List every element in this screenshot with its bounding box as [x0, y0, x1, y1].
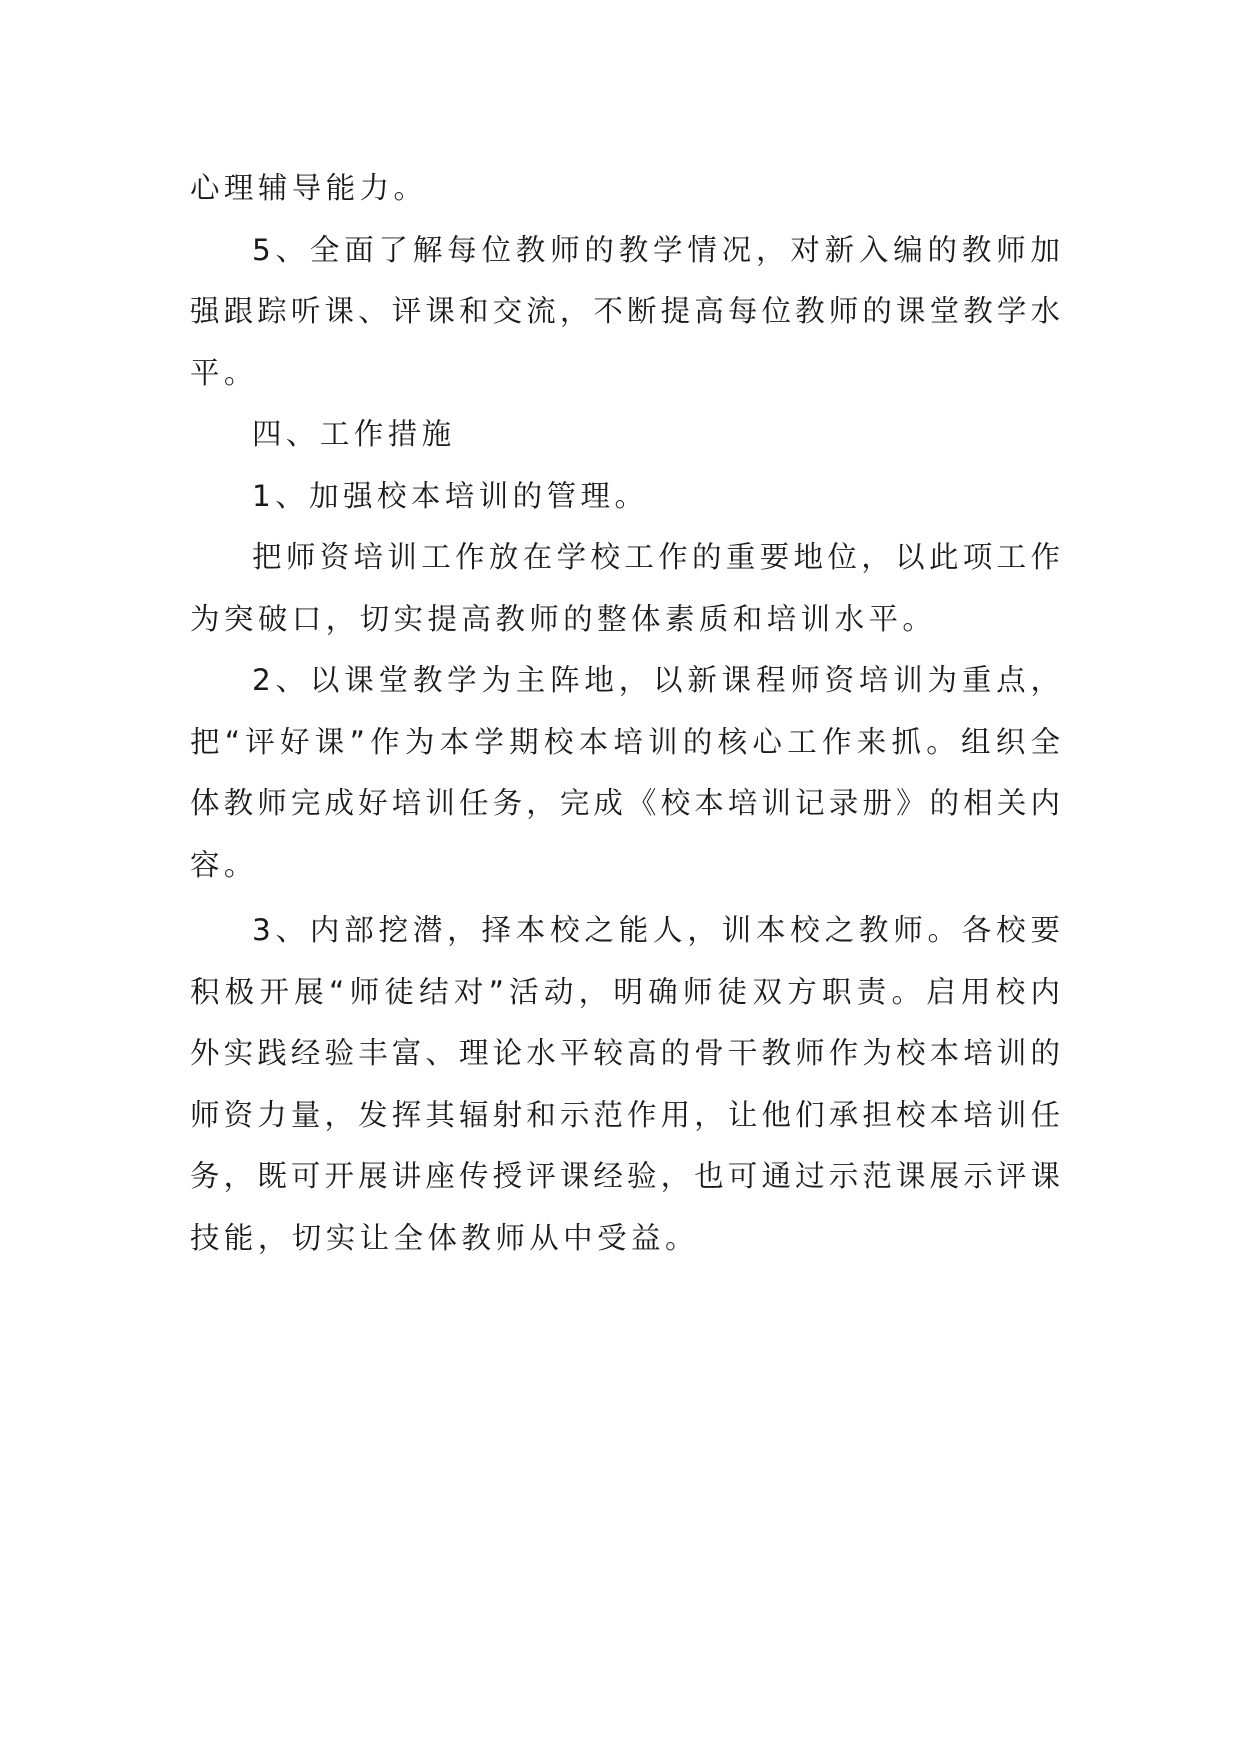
- paragraph-line: 把师资培训工作放在学校工作的重要地位，以此项工作: [252, 540, 1060, 574]
- paragraph-line: 心理辅导能力。: [190, 171, 428, 205]
- subheading-1: [190, 466, 1060, 528]
- paragraph-line: 3、内部挖潜，择本校之能人，训本校之教师。各校要: [252, 913, 1060, 947]
- document-body: [190, 158, 1060, 1269]
- paragraph-line: 外实践经验丰富、理论水平较高的骨干教师作为校本培训的: [190, 1036, 1060, 1070]
- paragraph-item-5: [190, 220, 1060, 405]
- paragraph-line: 1、加强校本培训的管理。: [252, 478, 649, 513]
- section-heading: [190, 404, 1060, 466]
- paragraph-item-3: [190, 900, 1060, 1269]
- paragraph-item-2: [190, 650, 1060, 896]
- paragraph-line: 体教师完成好培训任务，完成《校本培训记录册》的相关内: [190, 786, 1060, 820]
- paragraph-line: 积极开展“师徒结对”活动，明确师徒双方职责。启用校内: [190, 974, 1060, 1009]
- paragraph-training-priority: [190, 527, 1060, 650]
- paragraph-line: 5、全面了解每位教师的教学情况，对新入编的教师加: [252, 232, 1060, 267]
- paragraph-line: 强跟踪听课、评课和交流，不断提高每位教师的课堂教学水: [190, 294, 1060, 328]
- paragraph-line: 技能，切实让全体教师从中受益。: [190, 1220, 699, 1255]
- paragraph-line: 平。: [190, 355, 258, 390]
- paragraph-line: 容。: [190, 847, 258, 882]
- paragraph-line: 为突破口，切实提高教师的整体素质和培训水平。: [190, 601, 937, 636]
- paragraph-line: 务，既可开展讲座传授评课经验，也可通过示范课展示评课: [190, 1159, 1060, 1193]
- paragraph-line: 把“评好课”作为本学期校本培训的核心工作来抓。组织全: [190, 724, 1060, 759]
- paragraph-continuation: [190, 158, 1060, 220]
- section-heading-text: 四、工作措施: [252, 417, 456, 451]
- paragraph-line: 2、以课堂教学为主阵地，以新课程师资培训为重点，: [252, 663, 1060, 697]
- paragraph-line: 师资力量，发挥其辐射和示范作用，让他们承担校本培训任: [190, 1097, 1060, 1132]
